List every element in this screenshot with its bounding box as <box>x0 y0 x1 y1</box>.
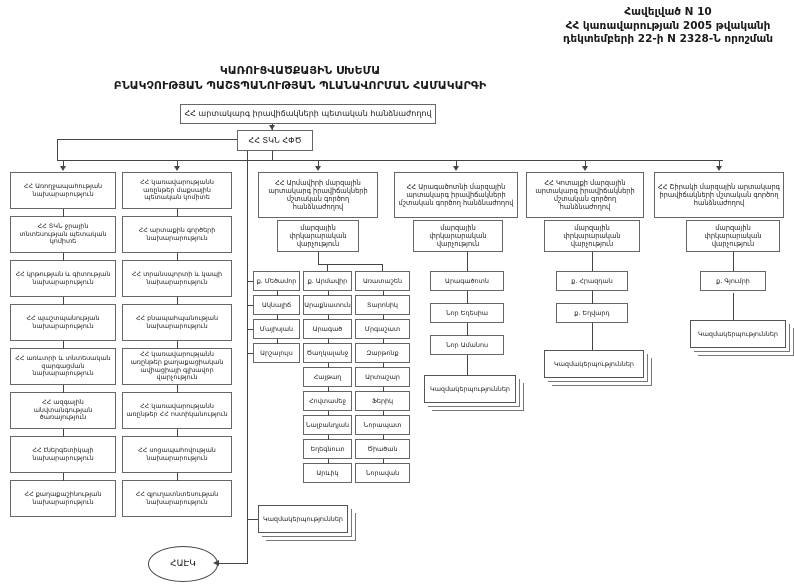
settlement-box: ք. Հրազդան <box>556 271 628 291</box>
settlement-box: Մրգաշատ <box>355 319 410 339</box>
chart-title <box>55 64 545 94</box>
settlement-box: ք. Արմավիր <box>303 271 352 291</box>
settlement-box: Զարթոնք <box>355 343 410 363</box>
ministry-box: ՀՀ ՏԿՆ ջրային տնտեսության պետական կոմիտե <box>10 216 116 253</box>
chart-title-line2: ԲՆԱԿՉՈՒԹՅԱՆ ՊԱՇՏՊԱՆՈՒԹՅԱՆ ՊԼԱՆԱՎՈՐՄԱՆ ՀԱՄԱԿԱՐԳԻ <box>113 78 487 92</box>
rescue-service-box: ՀՀ ՏԿՆ ՀՓԾ <box>237 130 313 151</box>
kotayk-commission-box: ՀՀ Կոտայքի մարզային արտակարգ իրավիճակների մշտական գործող հանձնաժողով <box>526 172 644 218</box>
settlement-box: Արևիկ <box>303 463 352 483</box>
connector <box>57 139 58 161</box>
ministry-box: ՀՀ կառավարությանն առընթեր ՀՀ ոստիկանություն <box>122 392 232 429</box>
arrow-down-icon <box>269 125 275 130</box>
ministry-box: ՀՀ Առողջապահության նախարարություն <box>10 172 116 209</box>
settlement-box: ք. Գյումրի <box>700 271 766 291</box>
settlement-box: ք. Մեծամոր <box>253 271 300 291</box>
settlement-box: Տարոնիկ <box>355 295 410 315</box>
arrow-down-icon <box>453 166 459 171</box>
shirak-rescue-dept-box: մարզային փրկարարական վարչություն <box>686 220 780 252</box>
ministry-box: ՀՀ սոցապահովության նախարարություն <box>122 436 232 473</box>
ministry-box: ՀՀ էներգետիկայի նախարարություն <box>10 436 116 473</box>
aragatsotn-settlements <box>430 271 504 367</box>
aragatsotn-commission-box: ՀՀ Արագածոտնի մարզային արտակարգ իրավիճակների մշտական գործող հանձնաժողով <box>394 172 518 218</box>
settlement-box: Արտաշար <box>355 367 410 387</box>
settlement-box: Նալբանդյան <box>303 415 352 435</box>
nuclear-plant-ellipse: ՀԱԷԿ <box>148 546 218 582</box>
connector <box>327 264 328 271</box>
settlement-box: Հայթաղ <box>303 367 352 387</box>
ministry-box: ՀՀ գյուղատնտեսության նախարարություն <box>122 480 232 517</box>
arrow-down-icon <box>716 166 722 171</box>
decree-note-line2: ՀՀ կառավարության 2005 թվականի <box>565 19 771 32</box>
kotayk-organizations-box: Կազմակերպություններ <box>544 350 644 378</box>
ministry-box: ՀՀ քաղաքաշինության նախարարություն <box>10 480 116 517</box>
settlement-box: Արաքնատուն <box>303 295 352 315</box>
settlement-box: Արշալույս <box>253 343 300 363</box>
arrow-down-icon <box>582 166 588 171</box>
settlement-box: Ծիածան <box>355 439 410 459</box>
kotayk-settlements <box>556 271 628 335</box>
ministry-box: ՀՀ առևտրի և տնտեսական զարգացման նախարարություն <box>10 348 116 385</box>
connector-npp-line <box>247 151 248 564</box>
ministry-box: ՀՀ կրթության և գիտության նախարարություն <box>10 260 116 297</box>
connector <box>247 519 258 520</box>
arrow-down-icon <box>315 166 321 171</box>
connector <box>57 139 237 140</box>
armavir-rescue-dept-box: մարզային փրկարարական վարչություն <box>277 220 359 252</box>
shirak-settlements <box>700 271 766 303</box>
ministry-box: ՀՀ կառավարությանն առընթեր քաղաքացիական ավիացիայի գլխավոր վարչություն <box>122 348 232 385</box>
settlement-box: ք. Եղվարդ <box>556 303 628 323</box>
ministry-box: ՀՀ տրանսպորտի և կապի նախարարություն <box>122 260 232 297</box>
settlement-box: Հովտամեջ <box>303 391 352 411</box>
ministry-box: ՀՀ պաշտպանության նախարարություն <box>10 304 116 341</box>
arrow-down-icon <box>60 166 66 171</box>
settlement-box: Առատաշեն <box>355 271 410 291</box>
connector <box>382 264 383 271</box>
chart-title-line1: ԿԱՌՈՒՑՎԱԾՔԱՅԻՆ ՍԽԵՄԱ <box>219 64 381 77</box>
ministry-box: ՀՀ ազգային անվտանգության ծառայություն <box>10 392 116 429</box>
connector <box>733 252 734 271</box>
armavir-settlements-a <box>253 271 300 367</box>
connector-bus <box>57 160 723 161</box>
armavir-settlements-c <box>355 271 410 487</box>
settlement-box: Նոր Ամանոս <box>430 335 504 355</box>
settlement-box: Նորավան <box>355 463 410 483</box>
arrow-left-icon <box>213 560 219 566</box>
ministry-box: ՀՀ կառավարությանն առընթեր մաքսային պետական կոմիտե <box>122 172 232 209</box>
settlement-box: Արագած <box>303 319 352 339</box>
settlement-box: Ծաղկալանջ <box>303 343 352 363</box>
connector <box>467 252 468 271</box>
settlement-box: Արագածոտն <box>430 271 504 291</box>
arrow-down-icon <box>174 166 180 171</box>
connector <box>272 151 273 161</box>
settlement-box: Մայիսյան <box>253 319 300 339</box>
ministries-column-1 <box>10 172 116 524</box>
connector <box>218 563 248 564</box>
ministry-box: ՀՀ բնապահպանության նախարարություն <box>122 304 232 341</box>
state-emergency-commission-box: ՀՀ արտակարգ իրավիճակների պետական հանձնաժողով <box>180 104 436 124</box>
ministry-box: ՀՀ արտաքին գործերի նախարարություն <box>122 216 232 253</box>
decree-note <box>545 6 791 47</box>
shirak-commission-box: ՀՀ Շիրակի մարզային արտակարգ իրավիճակների մշտական գործող հանձնաժողով <box>654 172 784 218</box>
settlement-box: Եղեգնուտ <box>303 439 352 459</box>
settlement-box: Ակնալիճ <box>253 295 300 315</box>
armavir-organizations-box: Կազմակերպություններ <box>258 505 348 533</box>
decree-note-line1: Հավելված N 10 <box>624 6 712 18</box>
aragatsotn-organizations-box: Կազմակերպություններ <box>424 375 516 403</box>
kotayk-rescue-dept-box: մարզային փրկարարական վարչություն <box>544 220 640 252</box>
settlement-box: Նոր Եդեսիա <box>430 303 504 323</box>
settlement-box: Ֆերիկ <box>355 391 410 411</box>
connector <box>592 252 593 271</box>
ministries-column-2 <box>122 172 232 524</box>
settlement-box: Նորապատ <box>355 415 410 435</box>
armavir-commission-box: ՀՀ Արմավիրի մարզային արտակարգ իրավիճակների մշտական գործող հանձնաժողով <box>258 172 378 218</box>
shirak-organizations-box: Կազմակերպություններ <box>690 320 786 348</box>
armavir-settlements-b <box>303 271 352 487</box>
decree-note-line3: դեկտեմբերի 22-ի N 2328-Ն որոշման <box>562 33 774 46</box>
aragatsotn-rescue-dept-box: մարզային փրկարարական վարչություն <box>413 220 503 252</box>
